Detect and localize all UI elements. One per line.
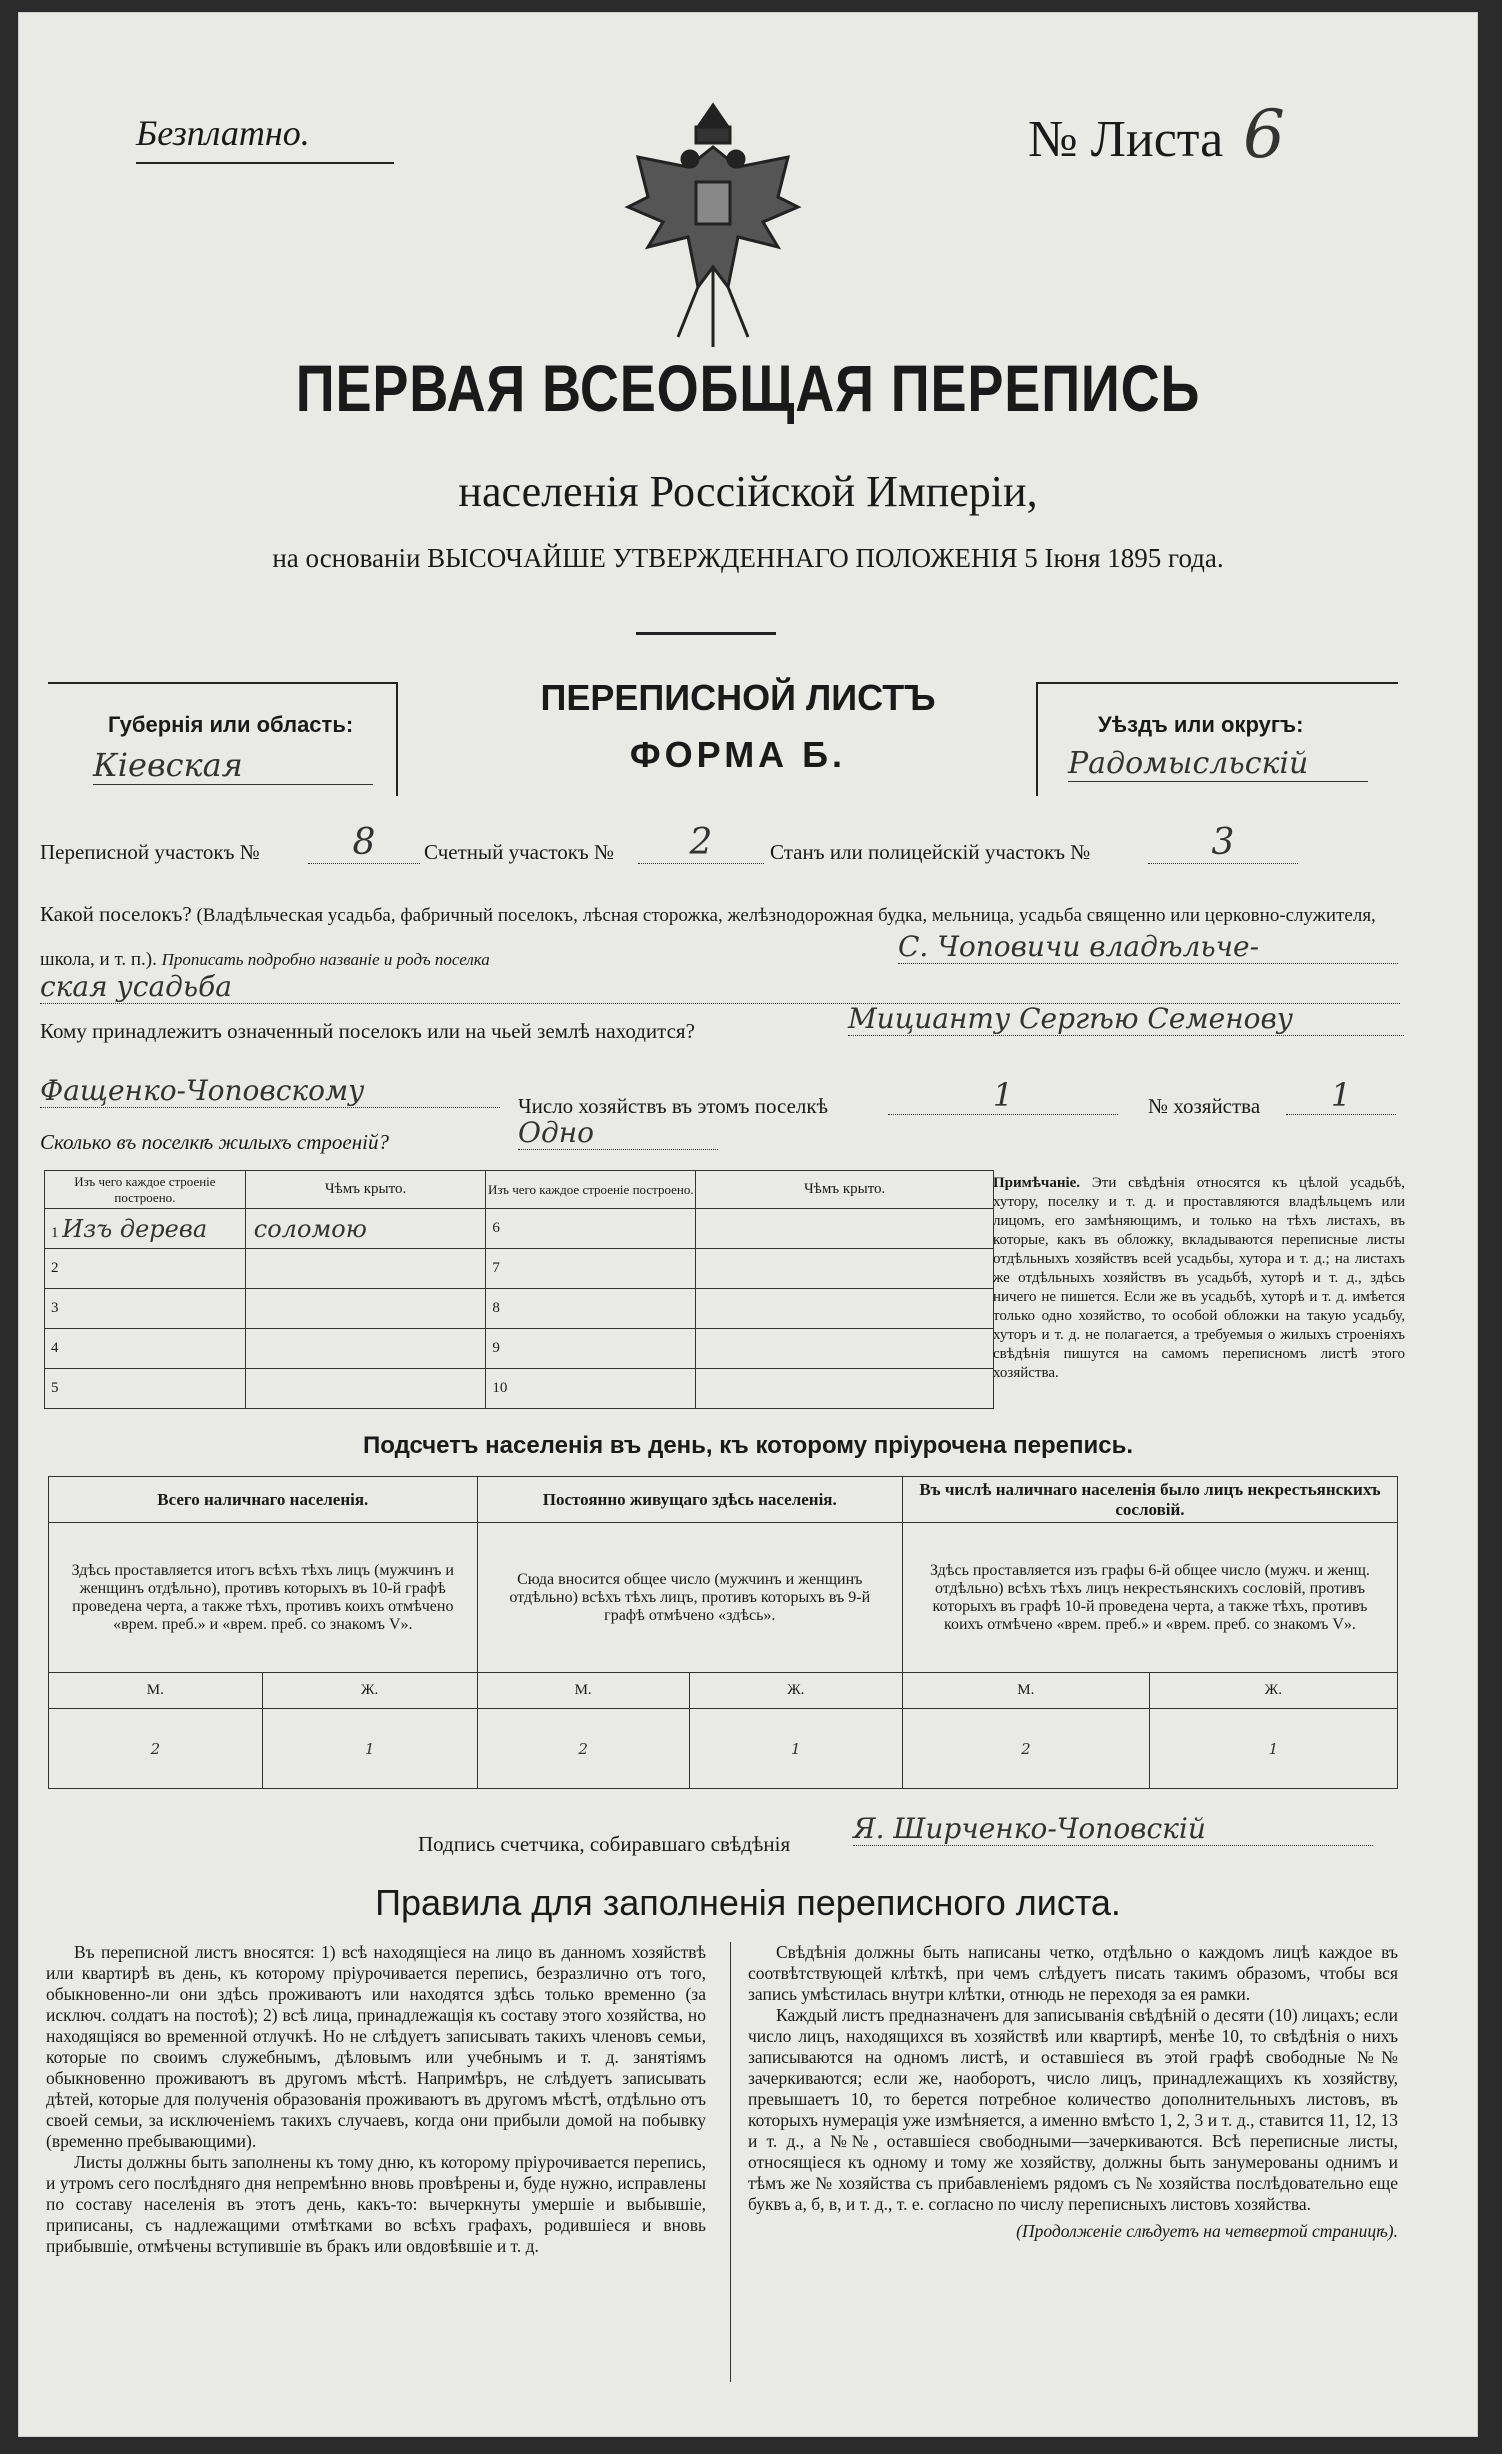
rules-title: Правила для заполненія переписного листа.	[375, 1882, 1121, 1923]
row-cell: 4	[45, 1329, 246, 1369]
f-label: Ж.	[262, 1673, 477, 1709]
row-cell	[245, 1369, 486, 1409]
row-cell	[696, 1289, 994, 1329]
m-label: М.	[49, 1673, 263, 1709]
free-underline	[136, 162, 394, 164]
row-cell: 7	[486, 1249, 696, 1289]
province-value: Кіевская	[93, 746, 373, 785]
pop-col1-title: Всего наличнаго населенія.	[49, 1477, 478, 1523]
owner-value-2: Фащенко-Чоповскому	[40, 1074, 500, 1108]
col-material-left: Изъ чего каждое строеніе построено.	[45, 1171, 246, 1209]
page-basis: на основаніи ВЫСОЧАЙШЕ УТВЕРЖДЕННАГО ПОЛОЖЕНІЯ 5 Іюня 1895 года.	[272, 543, 1224, 573]
divider	[636, 632, 776, 635]
rules-right-p2: Каждый листъ предназначенъ для записыванія свѣдѣній о десяти (10) лицахъ; если число лицъ, находящихся въ хозяйствѣ или квартирѣ, менѣе 10, то свѣдѣнія о нихъ записываются на одномъ листѣ, и оставшіеся въ этой графѣ свободные №№ зачеркиваются; если же, наоборотъ, число лицъ, принадлежащихъ къ хозяйству, превышаетъ 10, то берется потребное количество дополнительныхъ листовъ, въ которыхъ нумерація уже измѣняется, а именно вмѣсто 1, 2, 3 и т. д., ставится 11, 12, 13 и т. д., а №№, оставшіеся свободными—зачеркиваются. Всѣ переписные листы, относящіеся къ одному и тому же хозяйству, должны быть занумерованы однимъ и тѣмъ же № хозяйства съ прибавленіемъ рядомъ съ № хозяйства послѣдовательно еще буквъ а, б, в, и т. д., т. е. согласно по числу переписныхъ листовъ хозяйства.	[748, 2005, 1398, 2214]
census-sheet	[18, 12, 1478, 2437]
row-cell	[245, 1289, 486, 1329]
row-cell	[696, 1209, 994, 1249]
row-cell	[245, 1249, 486, 1289]
row-cell	[696, 1369, 994, 1409]
row-cell	[245, 1329, 486, 1369]
household-no-value: 1	[1286, 1076, 1396, 1115]
signature-value: Я. Ширченко-Чоповскій	[853, 1812, 1373, 1846]
province-label: Губернія или область:	[108, 712, 354, 737]
m-label: М.	[477, 1673, 689, 1709]
counting-section-value: 2	[638, 822, 764, 864]
table-row	[45, 1369, 994, 1409]
pop-col2-title: Постоянно живущаго здѣсь населенія.	[477, 1477, 902, 1523]
buildings-label: Сколько въ поселкѣ жилыхъ строеній?	[40, 1130, 389, 1154]
row-cell: 3	[45, 1289, 246, 1329]
pop-value: 2	[902, 1709, 1149, 1789]
rules-left-p1: Въ переписной листъ вносятся: 1) всѣ находящіеся на лицо въ данномъ хозяйствѣ или квартирѣ въ день, къ которому пріурочивается перепись, безразлично отъ того, обыкновенно-ли они здѣсь проживаютъ или находятся здѣсь только временно (за исключ. солдатъ на постоѣ); 2) всѣ лица, принадлежащія къ составу этого хозяйства, но находящіяся во временной отлучкѣ. Но не слѣдуетъ записывать такихъ членовъ семьи, которые по своимъ служебнымъ, дѣловымъ или учебнымъ и т. д. занятіямъ обыкновенно проживаютъ въ другомъ мѣстѣ. Напримѣръ, не слѣдуетъ записывать дѣтей, которые для полученія образованія проживаютъ въ другомъ мѣстѣ, отдѣльно отъ своей семьи, за исключеніемъ такихъ случаевъ, когда они прибыли домой на побывку (временно пребывающими).	[46, 1942, 706, 2151]
col-material-right: Изъ чего каждое строеніе построено.	[486, 1171, 696, 1209]
sheet-number-label: № Листа	[1028, 111, 1224, 168]
col-roof-right: Чѣмъ крыто.	[696, 1171, 994, 1209]
settlement-hint: (Владѣльческая усадьба, фабричный поселокъ, лѣсная сторожка, желѣзнодорожная будка, мельница, усадьба священно или церковно-служителя, школа, и т. п.).	[40, 905, 1376, 970]
form-label: ФОРМА Б.	[629, 734, 847, 775]
imperial-eagle-icon	[618, 97, 808, 357]
pop-value: 2	[49, 1709, 263, 1789]
free-label: Безплатно.	[136, 113, 310, 153]
pop-value: 1	[262, 1709, 477, 1789]
census-section-label: Переписной участокъ №	[40, 840, 260, 864]
district-label: Уѣздъ или округъ:	[1098, 712, 1304, 737]
population-table	[48, 1476, 1398, 1789]
row-cell: 8	[486, 1289, 696, 1329]
pop-value: 2	[477, 1709, 689, 1789]
rules-divider	[730, 1942, 731, 2382]
counting-section-label: Счетный участокъ №	[424, 840, 615, 864]
settlement-value-1: С. Чоповичи владѣльче-	[898, 930, 1398, 964]
rules-left-p2: Листы должны быть заполнены къ тому дню, къ которому пріурочивается перепись, и утромъ сего послѣдняго дня непремѣнно вновь провѣрены и, буде нужно, исправлены по составу населенія въ этотъ день, какъ-то: вычеркнуты умершіе и выбывшіе, приписаны, съ надлежащими отмѣтками во всѣхъ графахъ, родившіеся и вновь прибывшіе, отмѣчены вступившіе въ бракъ или овдовѣвшіе и т. д.	[46, 2152, 706, 2256]
f-label: Ж.	[689, 1673, 902, 1709]
row-cell: 10	[486, 1369, 696, 1409]
rules-continued: (Продолженіе слѣдуетъ на четвертой страницѣ).	[1016, 2221, 1398, 2241]
sheet-number-value: 6	[1243, 96, 1285, 173]
population-title: Подсчетъ населенія въ день, къ которому пріурочена перепись.	[363, 1432, 1133, 1459]
buildings-table	[44, 1170, 994, 1409]
row-cell	[696, 1329, 994, 1369]
row-cell: 1 Изъ дерева	[45, 1209, 246, 1249]
row-cell: 6	[486, 1209, 696, 1249]
sheet-title: ПЕРЕПИСНОЙ ЛИСТЪ	[540, 677, 936, 718]
row-cell	[696, 1249, 994, 1289]
table-row	[45, 1329, 994, 1369]
buildings-value: Одно	[518, 1116, 718, 1150]
pop-value: 1	[689, 1709, 902, 1789]
household-no-label: № хозяйства	[1148, 1094, 1261, 1118]
page-title: ПЕРВАЯ ВСЕОБЩАЯ ПЕРЕПИСЬ	[295, 351, 1201, 425]
note-text: Эти свѣдѣнія относятся къ цѣлой усадьбѣ, хутору, поселку и т. д. и проставляются владѣльцемъ или лицомъ, его замѣняющимъ, и только на тѣхъ листахъ, въ которые, какъ въ обложку, вкладываются переписные листы отдѣльныхъ хозяйствъ всей усадьбы, хутора и т. д.; на листахъ же отдѣльныхъ хозяйствъ въ усадьбѣ, хуторѣ и т. д., здѣсь ничего не пишется. Если же въ усадьбѣ, хуторѣ и т. д. имѣется только одно хозяйство, то особой обложки на такую усадьбу, хуторъ и т. д. не полагается, а требуемыя о жилыхъ строеніяхъ свѣдѣнія пишутся на самомъ переписномъ листѣ этого хозяйства.	[993, 1175, 1406, 1381]
district-value: Радомысльскій	[1068, 746, 1368, 782]
table-row	[45, 1289, 994, 1329]
row-cell: 2	[45, 1249, 246, 1289]
pop-value: 1	[1149, 1709, 1397, 1789]
page-subtitle: населенія Россійской Имперіи,	[458, 467, 1038, 516]
note-label: Примѣчаніе.	[993, 1175, 1081, 1191]
table-row	[45, 1209, 994, 1249]
pop-col2-text: Сюда вносится общее число (мужчинъ и женщинъ отдѣльно) всѣхъ тѣхъ лицъ, противъ которыхъ въ 9-й графѣ отмѣчено «здѣсь».	[477, 1523, 902, 1673]
province-box	[48, 682, 398, 796]
row-cell: 9	[486, 1329, 696, 1369]
settlement-label: Какой поселокъ?	[40, 902, 192, 926]
households-label: Число хозяйствъ въ этомъ поселкѣ	[518, 1094, 828, 1118]
rules-right-p1: Свѣдѣнія должны быть написаны четко, отдѣльно о каждомъ лицѣ каждое въ соотвѣтствующей клѣткѣ, при чемъ слѣдуетъ писать такимъ образомъ, чтобы вся запись умѣстилась внутри клѣтки, отнюдь не переходя за ея рамки.	[748, 1942, 1398, 2004]
pop-col1-text: Здѣсь проставляется итогъ всѣхъ тѣхъ лицъ (мужчинъ и женщинъ отдѣльно), противъ которыхъ въ 10-й графѣ проведена черта, а также тѣхъ, противъ коихъ отмѣчено «врем. преб.» и «врем. преб. со знакомъ V».	[49, 1523, 478, 1673]
settlement-instruction: Прописать подробно названіе и родъ поселка	[161, 950, 490, 969]
rules-right	[748, 1942, 1398, 2242]
pop-col3-title: Въ числѣ наличнаго населенія было лицъ некрестьянскихъ сословій.	[902, 1477, 1397, 1523]
signature-label: Подпись счетчика, собиравшаго свѣдѣнія	[418, 1832, 791, 1856]
owner-value-1: Мицианту Сергѣю Семенову	[848, 1002, 1404, 1036]
note-block	[993, 1174, 1405, 1383]
m-label: М.	[902, 1673, 1149, 1709]
row-cell: 5	[45, 1369, 246, 1409]
owner-label: Кому принадлежитъ означенный поселокъ или на чьей землѣ находится?	[40, 1019, 695, 1043]
census-section-value: 8	[308, 822, 420, 864]
rules-left	[46, 1942, 706, 2257]
row-cell: соломою	[245, 1209, 486, 1249]
police-section-value: 3	[1148, 822, 1298, 864]
households-value: 1	[888, 1076, 1118, 1115]
table-row	[45, 1249, 994, 1289]
district-box	[1036, 682, 1398, 796]
pop-col3-text: Здѣсь проставляется изъ графы 6-й общее число (мужч. и женщ. отдѣльно) всѣхъ тѣхъ лицъ некрестьянскихъ сословій, противъ которыхъ въ графѣ 10-й проведена черта, а также тѣхъ, противъ коихъ отмѣчено «врем. преб.» и «врем. преб. со знакомъ V».	[902, 1523, 1397, 1673]
settlement-value-2: ская усадьба	[40, 970, 1400, 1004]
f-label: Ж.	[1149, 1673, 1397, 1709]
col-roof-left: Чѣмъ крыто.	[245, 1171, 486, 1209]
police-section-label: Станъ или полицейскій участокъ №	[770, 840, 1091, 864]
